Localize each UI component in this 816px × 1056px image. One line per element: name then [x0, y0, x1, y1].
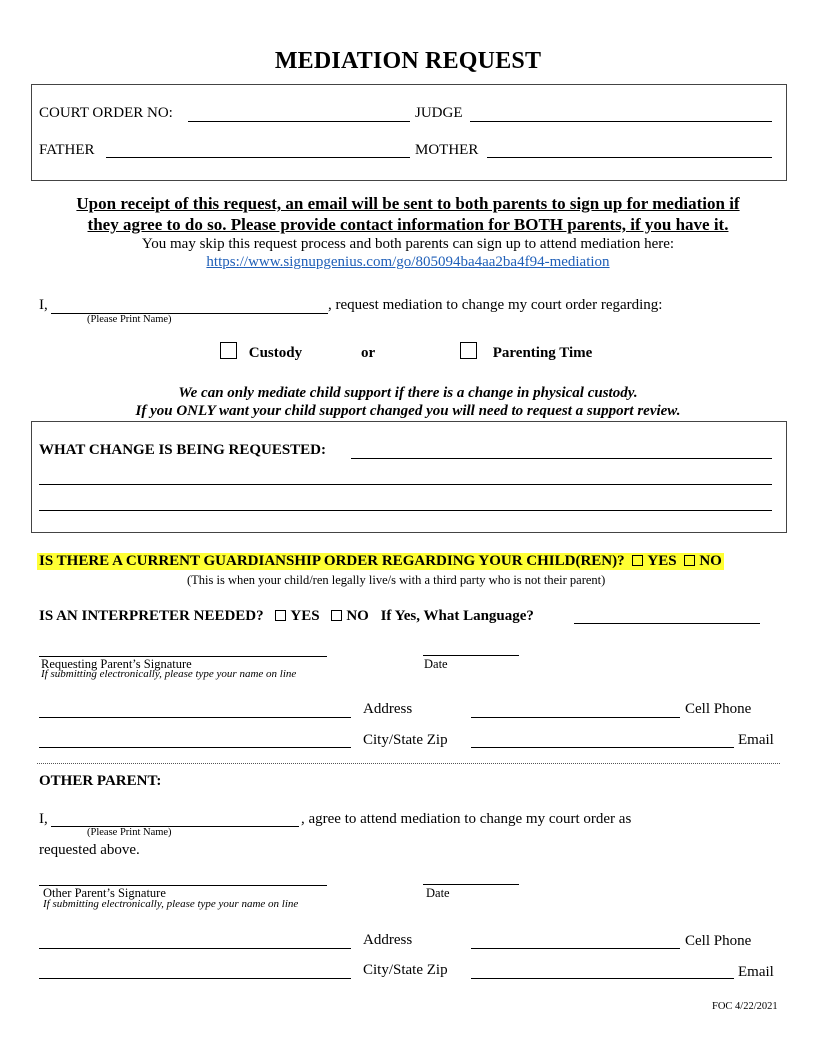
other-address-label: Address — [363, 932, 413, 948]
change-label: WHAT CHANGE IS BEING REQUESTED: — [39, 442, 327, 458]
request-prefix: I, — [39, 297, 48, 313]
custody-checkbox[interactable] — [220, 342, 237, 359]
father-field[interactable] — [106, 157, 410, 158]
requesting-date-label: Date — [424, 657, 448, 671]
other-date-label: Date — [426, 886, 450, 900]
other-email-label: Email — [738, 964, 774, 980]
print-name-hint: (Please Print Name) — [87, 314, 172, 325]
custody-label: Custody — [248, 345, 303, 361]
parenting-time-label: Parenting Time — [492, 345, 593, 361]
other-line-2: requested above. — [39, 842, 140, 858]
requesting-address-field[interactable] — [39, 717, 351, 718]
notice-line-1: Upon receipt of this request, an email will be sent to both parents to sign up for mediation if — [76, 194, 740, 213]
other-email-field[interactable] — [471, 978, 734, 979]
interpreter-no-checkbox[interactable] — [331, 610, 342, 621]
requesting-address-label: Address — [363, 701, 413, 717]
child-support-note-2: If you ONLY want your child support changed you will need to request a support review. — [135, 403, 681, 419]
section-divider — [37, 763, 780, 764]
request-suffix: , request mediation to change my court order regarding: — [328, 297, 663, 313]
guardianship-yes-checkbox[interactable] — [632, 555, 643, 566]
interpreter-no-label: NO — [346, 608, 369, 624]
mother-label: MOTHER — [415, 142, 479, 158]
interpreter-question-text: IS AN INTERPRETER NEEDED? — [39, 608, 264, 624]
other-signature-label: Other Parent’s Signature — [43, 886, 166, 900]
page-title: MEDIATION REQUEST — [274, 48, 542, 74]
requesting-city-label: City/State Zip — [363, 732, 448, 748]
requesting-email-label: Email — [738, 732, 774, 748]
guardianship-question-text: IS THERE A CURRENT GUARDIANSHIP ORDER REGARDING YOUR CHILD(REN)? — [39, 553, 625, 569]
mother-field[interactable] — [487, 157, 772, 158]
judge-label: JUDGE — [415, 105, 463, 121]
guardianship-note: (This is when your child/ren legally live/s with a third party who is not their parent) — [187, 573, 606, 587]
or-label: or — [361, 345, 376, 361]
requesting-signature-hint: If submitting electronically, please type your name on line — [41, 668, 297, 680]
guardianship-no-checkbox[interactable] — [684, 555, 695, 566]
other-date-field[interactable] — [423, 884, 519, 885]
other-cell-label: Cell Phone — [685, 933, 752, 949]
other-prefix: I, — [39, 811, 48, 827]
other-address-field[interactable] — [39, 948, 351, 949]
judge-field[interactable] — [470, 121, 772, 122]
other-parent-heading: OTHER PARENT: — [39, 773, 162, 789]
other-print-name-hint: (Please Print Name) — [87, 827, 172, 838]
court-order-label: COURT ORDER NO: — [39, 105, 173, 121]
requesting-cell-label: Cell Phone — [685, 701, 752, 717]
other-cell-field[interactable] — [471, 948, 680, 949]
parenting-time-option[interactable] — [460, 342, 592, 362]
change-field-line-3[interactable] — [39, 510, 772, 511]
requesting-date-field[interactable] — [423, 655, 519, 656]
interpreter-yes-label: YES — [290, 608, 320, 624]
form-code: FOC 4/22/2021 — [712, 1001, 778, 1012]
custody-option[interactable] — [220, 342, 302, 362]
guardianship-question — [37, 553, 724, 570]
guardianship-no-label: NO — [699, 553, 722, 569]
other-city-field[interactable] — [39, 978, 351, 979]
requesting-city-field[interactable] — [39, 747, 351, 748]
requesting-email-field[interactable] — [471, 747, 734, 748]
change-request-box — [31, 421, 787, 533]
change-field-line-2[interactable] — [39, 484, 772, 485]
notice-line-2: they agree to do so. Please provide contact information for BOTH parents, if you have it. — [87, 215, 729, 234]
other-suffix: , agree to attend mediation to change my court order as — [301, 811, 632, 827]
other-city-label: City/State Zip — [363, 962, 448, 978]
other-signature-hint: If submitting electronically, please type your name on line — [43, 898, 299, 910]
signup-link[interactable]: https://www.signupgenius.com/go/805094ba4aa2ba4f94-mediation — [206, 254, 610, 270]
change-field-line-1[interactable] — [351, 458, 772, 459]
requesting-cell-field[interactable] — [471, 717, 680, 718]
child-support-note-1: We can only mediate child support if there is a change in physical custody. — [178, 385, 638, 401]
guardianship-yes-label: YES — [647, 553, 677, 569]
court-order-field[interactable] — [188, 121, 410, 122]
interpreter-language-label: If Yes, What Language? — [380, 608, 534, 624]
interpreter-yes-checkbox[interactable] — [275, 610, 286, 621]
interpreter-language-field[interactable] — [574, 623, 760, 624]
interpreter-question — [39, 608, 534, 625]
skip-text: You may skip this request process and both parents can sign up to attend mediation here: — [141, 236, 675, 252]
case-info-box — [31, 84, 787, 181]
requesting-signature-label: Requesting Parent’s Signature — [41, 657, 192, 671]
father-label: FATHER — [39, 142, 95, 158]
parenting-time-checkbox[interactable] — [460, 342, 477, 359]
